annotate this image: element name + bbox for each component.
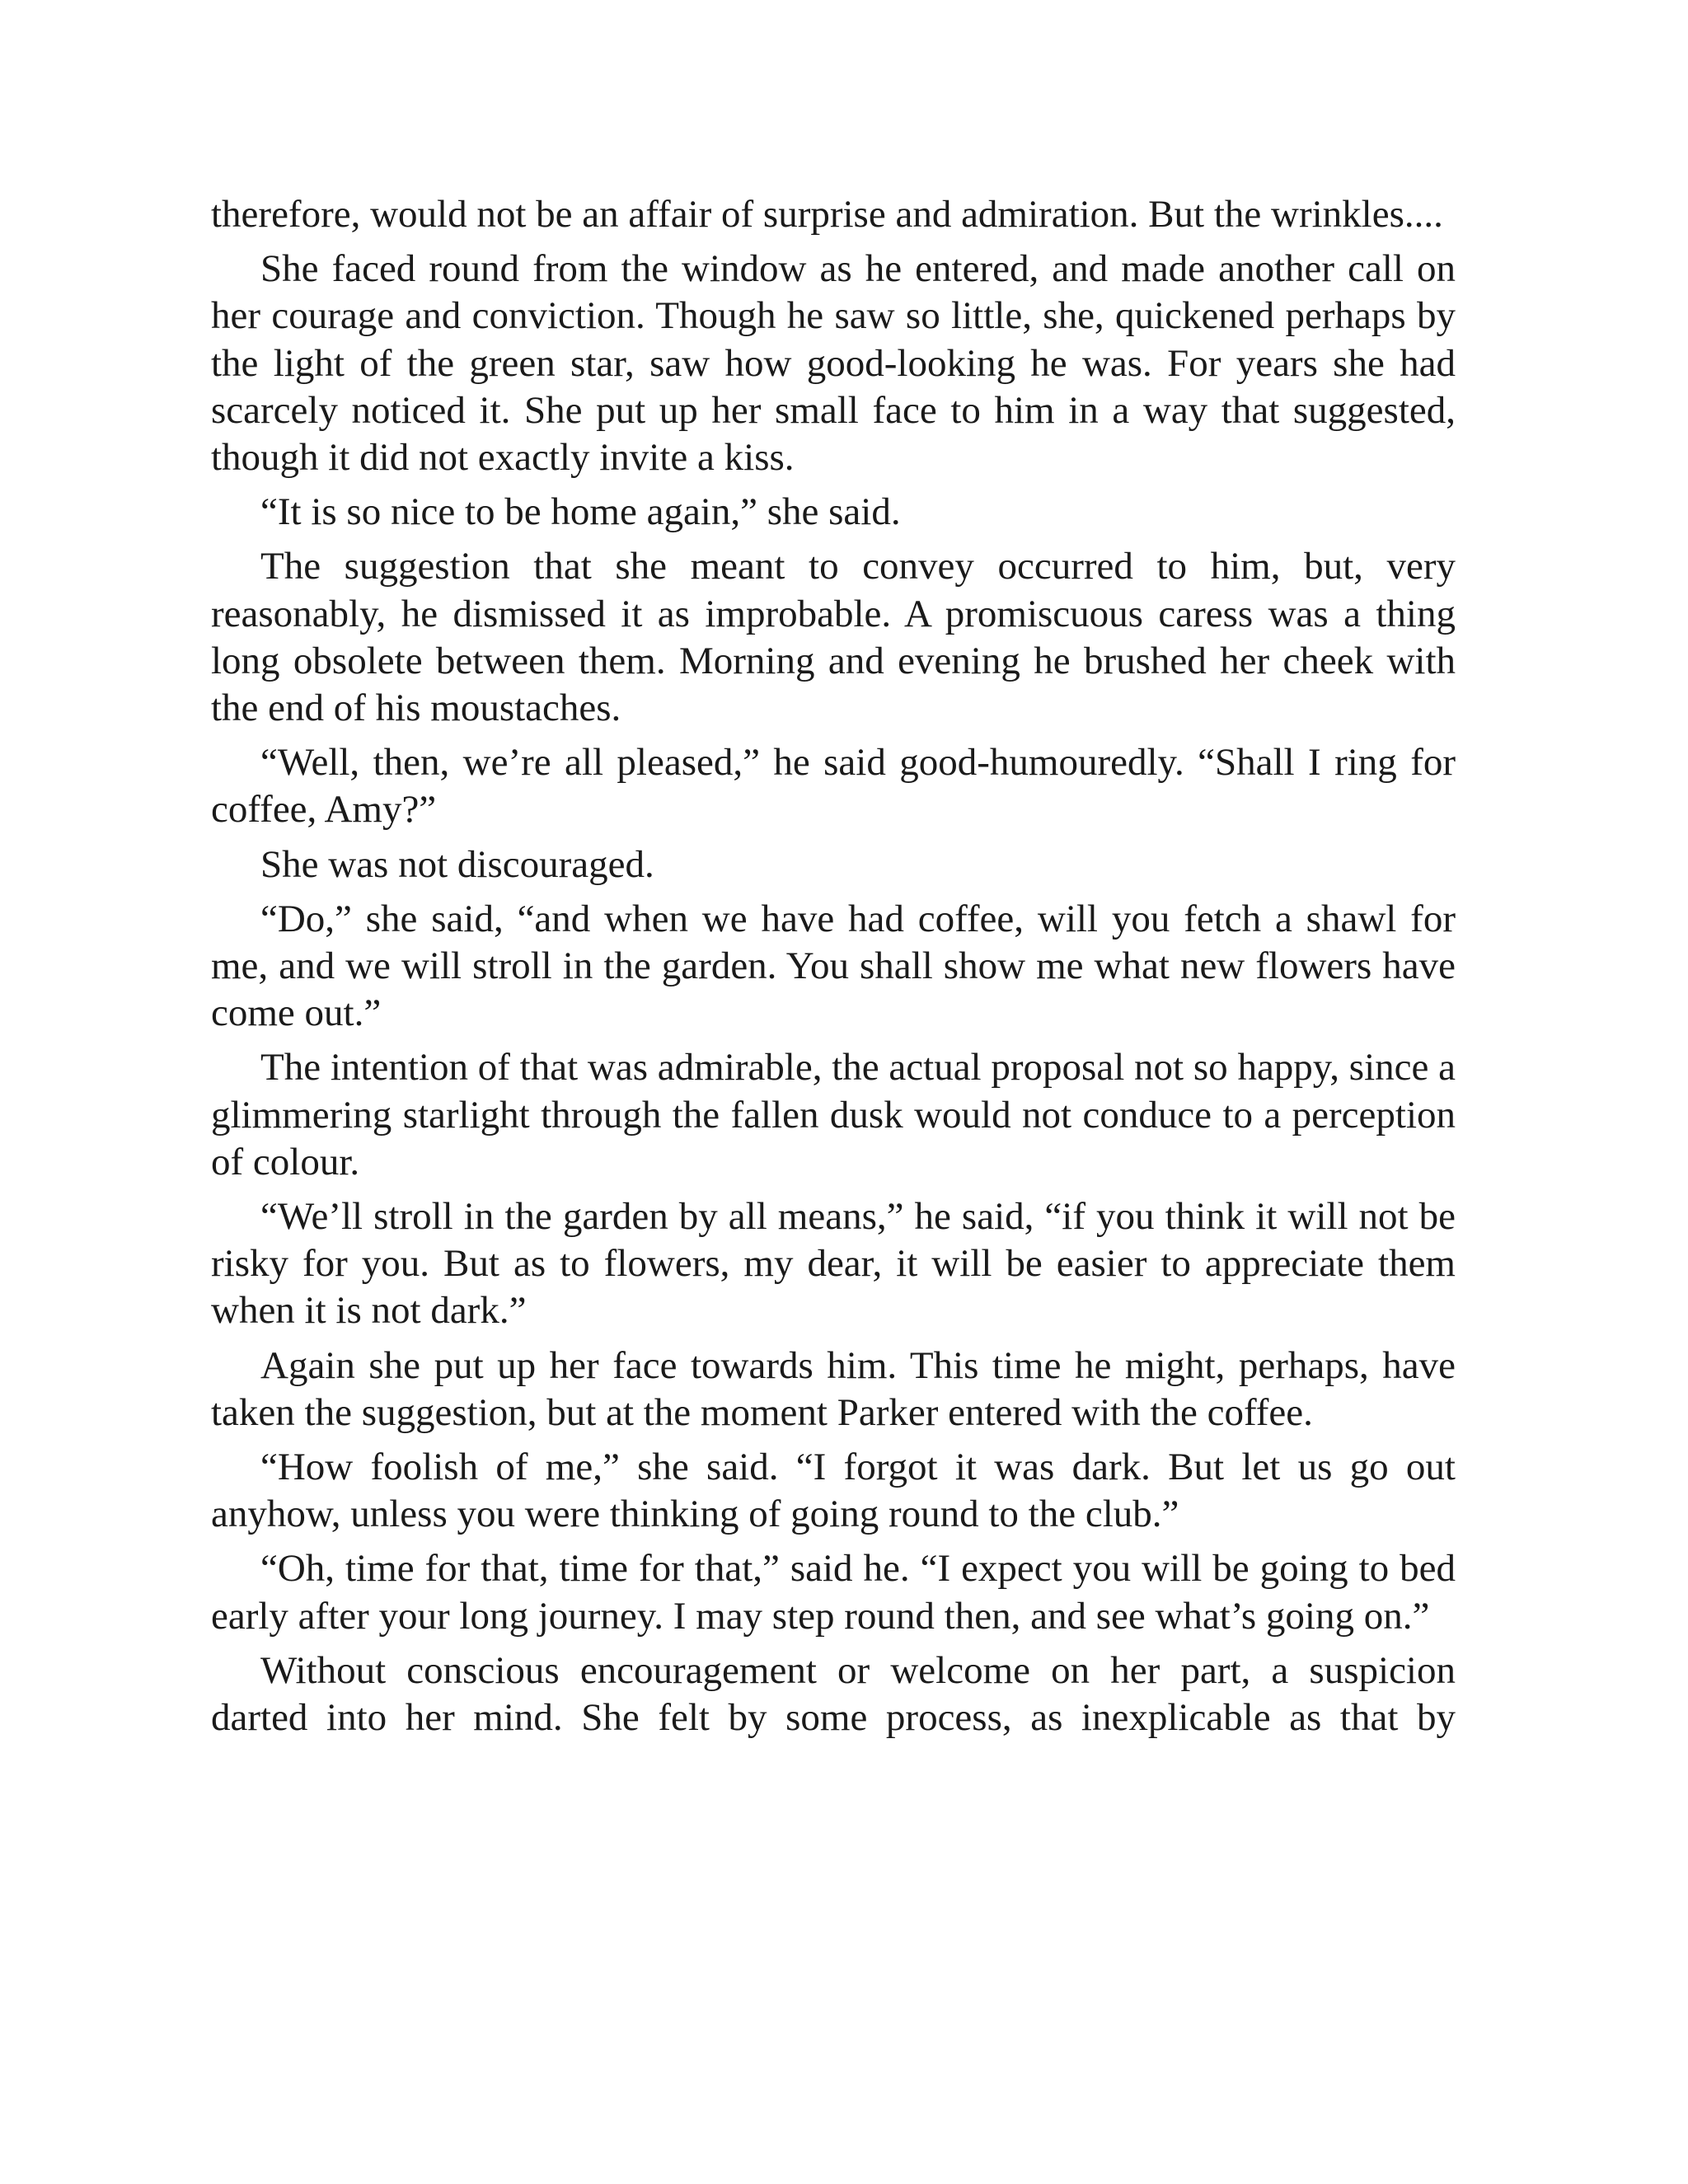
paragraph-5: “Well, then, we’re all pleased,” he said good-humouredly. “Shall I ring for coffee, Amy?” [211, 741, 1456, 832]
paragraph-2: She faced round from the window as he entered, and made another call on her courage and conviction. Though he saw so little, she, quickened perhaps by the light of the green star, saw how good-looking he was. For years she had scarcely noticed it. She put up her small face to him in a way that suggested, though it did not exactly invite a kiss. [211, 247, 1456, 480]
body-text [211, 191, 1456, 1749]
paragraph-13: Without conscious encouragement or welcome on her part, a suspicion darted into her mind. She felt by some process, as inexplicable as that by [211, 1648, 1456, 1740]
paragraph-6: She was not discouraged. [260, 842, 654, 886]
paragraph-8: The intention of that was admirable, the actual proposal not so happy, since a glimmering starlight through the fallen dusk would not conduce to a perception of colour. [211, 1046, 1456, 1183]
paragraph-4: The suggestion that she meant to convey occurred to him, but, very reasonably, he dismissed it as improbable. A promiscuous caress was a thing long obsolete between them. Morning and evening he brushed her cheek with the end of his moustaches. [211, 545, 1456, 730]
paragraph-11: “How foolish of me,” she said. “I forgot it was dark. But let us go out anyhow, unless you were thinking of going round to the club.” [211, 1446, 1456, 1536]
paragraph-9: “We’ll stroll in the garden by all means,” he said, “if you think it will not be risky for you. But as to flowers, my dear, it will be easier to appreciate them when it is not dark.” [211, 1195, 1456, 1333]
paragraph-1: therefore, would not be an affair of surprise and admiration. But the wrinkles.... [211, 193, 1443, 236]
paragraph-3: “It is so nice to be home again,” she said. [260, 490, 901, 534]
paragraph-10: Again she put up her face towards him. This time he might, perhaps, have taken the suggestion, but at the moment Parker entered with the coffee. [211, 1343, 1456, 1434]
paragraph-7: “Do,” she said, “and when we have had coffee, will you fetch a shawl for me, and we will stroll in the garden. You shall show me what new flowers have come out.” [211, 897, 1456, 1035]
paragraph-12: “Oh, time for that, time for that,” said he. “I expect you will be going to bed early after your long journey. I may step round then, and see what’s going on.” [211, 1547, 1456, 1638]
